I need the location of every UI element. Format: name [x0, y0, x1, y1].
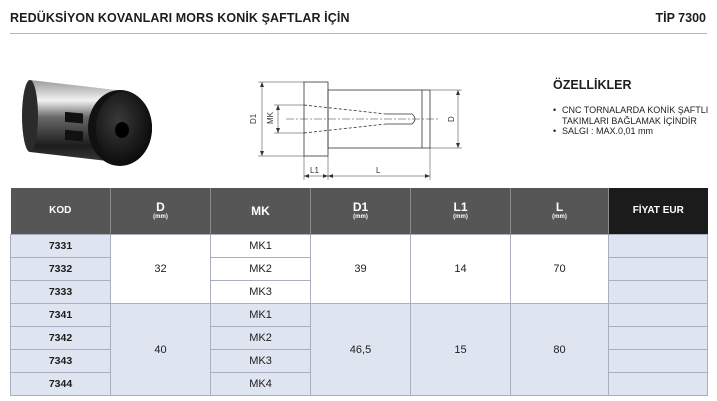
page-title: REDÜKSİYON KOVANLARI MORS KONİK ŞAFTLAR İÇİN — [10, 11, 350, 25]
product-table — [10, 188, 708, 396]
product-type: TİP 7300 — [655, 11, 706, 25]
cell-kod: 7332 — [11, 258, 111, 281]
features-list — [553, 105, 713, 137]
cell-mk: MK4 — [211, 373, 311, 396]
col-header-kod: KOD — [11, 188, 111, 235]
unit-label: (mm) — [153, 214, 168, 220]
cell-kod: 7344 — [11, 373, 111, 396]
cell-mk: MK2 — [211, 258, 311, 281]
col-header-d1: D1 (mm) — [311, 188, 411, 235]
cell-d: 32 — [111, 235, 211, 304]
table-row — [11, 304, 708, 327]
label-l: L — [376, 166, 381, 175]
col-header-d: D (mm) — [111, 188, 211, 235]
cell-price — [609, 304, 708, 327]
cell-l1: 15 — [411, 304, 511, 396]
unit-label: (mm) — [353, 214, 368, 220]
cell-d: 40 — [111, 304, 211, 396]
feature-item: • SALGI : MAX.0,01 mm — [553, 126, 713, 137]
cell-l: 80 — [511, 304, 609, 396]
features-title: ÖZELLİKLER — [553, 78, 632, 92]
cell-mk: MK1 — [211, 235, 311, 258]
label-mk: MK — [266, 112, 275, 124]
features-panel — [553, 78, 713, 137]
cell-mk: MK1 — [211, 304, 311, 327]
technical-drawing — [236, 72, 472, 182]
cell-d1: 46,5 — [311, 304, 411, 396]
cell-price — [609, 350, 708, 373]
cell-kod: 7342 — [11, 327, 111, 350]
cell-d1: 39 — [311, 235, 411, 304]
cell-kod: 7341 — [11, 304, 111, 327]
cell-l: 70 — [511, 235, 609, 304]
label-d1: D1 — [249, 113, 258, 124]
unit-label: (mm) — [453, 214, 468, 220]
table-row — [11, 235, 708, 258]
cell-mk: MK2 — [211, 327, 311, 350]
cell-price — [609, 327, 708, 350]
col-header-mk: MK — [211, 188, 311, 235]
cell-kod: 7331 — [11, 235, 111, 258]
col-header-l: L (mm) — [511, 188, 609, 235]
unit-label: (mm) — [552, 214, 567, 220]
cell-l1: 14 — [411, 235, 511, 304]
cell-price — [609, 235, 708, 258]
cell-price — [609, 373, 708, 396]
table-header-row — [11, 188, 708, 235]
feature-item: • CNC TORNALARDA KONİK ŞAFTLI TAKIMLARI BAĞLAMAK İÇİNDİR — [553, 105, 713, 126]
col-header-l1: L1 (mm) — [411, 188, 511, 235]
header-divider — [10, 33, 707, 34]
cell-kod: 7343 — [11, 350, 111, 373]
cell-mk: MK3 — [211, 281, 311, 304]
cell-kod: 7333 — [11, 281, 111, 304]
cell-price — [609, 258, 708, 281]
cell-mk: MK3 — [211, 350, 311, 373]
label-d: D — [447, 116, 456, 122]
label-l1: L1 — [310, 166, 319, 175]
cell-price — [609, 281, 708, 304]
col-header-price: FİYAT EUR — [609, 188, 708, 235]
product-photo — [20, 66, 160, 182]
